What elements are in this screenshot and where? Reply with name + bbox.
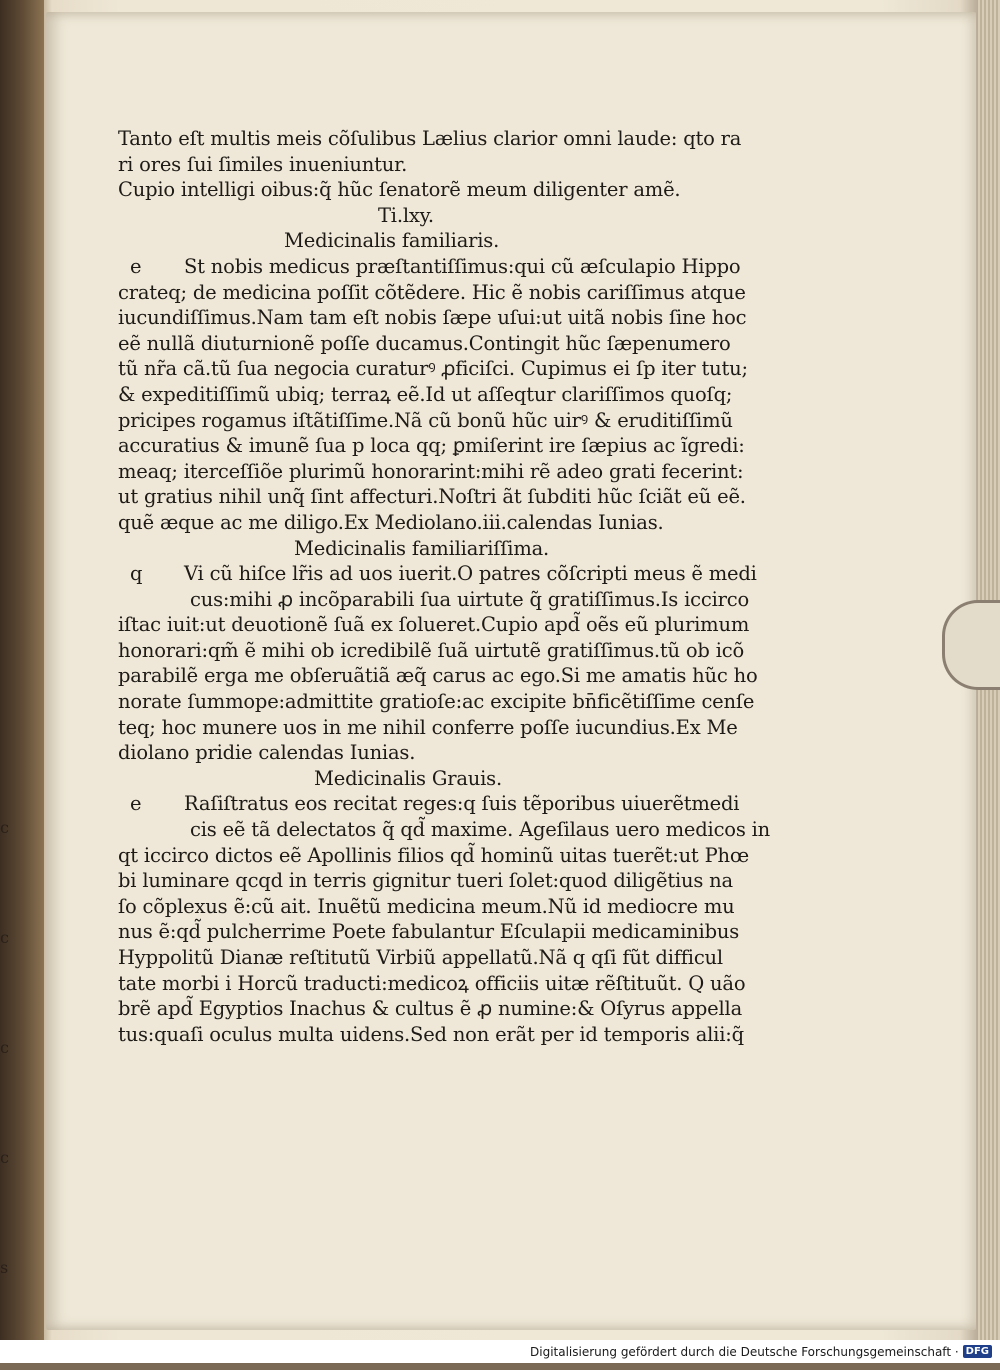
letter-heading: Medicinalis Grauis. (314, 766, 502, 790)
letter-heading: Medicinalis familiaris. (284, 229, 500, 253)
page-clip (942, 600, 1000, 690)
text-line: Cupio intelligi oibus:q̃ hũc ſenatorẽ meum diligenter amẽ. (118, 178, 681, 202)
text-line: norate ſummope:admittite gratioſe:ac excipite bn̄ficẽtiſſime cenſe (118, 690, 755, 714)
text-line: pricipes rogamus iſtãtiſſime.Nã cũ bonũ hũc uirꝰ & eruditiſſimũ (118, 408, 733, 432)
text-line: accuratius & imunẽ ſua p loca qq; ꝑmiſerint ire ſæpius ac ĩgredi: (118, 434, 745, 458)
margin-mark: c (0, 1038, 9, 1057)
text-line: ut gratius nihil unq̃ ſint affecturi.Noſtri ãt ſubditi hũc ſciãt eũ eẽ. (118, 485, 746, 509)
text-line: qt iccirco dictos eẽ Apollinis filios qd̃ hominũ uitas tuerẽt:ut Phœ (118, 843, 749, 867)
letter-heading: Medicinalis familiariſſima. (294, 536, 550, 560)
margin-mark: c (0, 1148, 9, 1167)
text-line: teq; hoc munere uos in me nihil conferre poſſe iucundius.Ex Me (118, 715, 738, 739)
text-line-body: St nobis medicus præſtantiſſimus:qui cũ æſculapio Hippo (184, 254, 741, 278)
text-line: & expeditiſſimũ ubiq; terraꝝ eẽ.Id ut aſſeqtur clariſſimos quoſq; (118, 382, 733, 406)
margin-mark: s (0, 1258, 9, 1277)
page-text (118, 126, 771, 1047)
text-line: brẽ apd̃ Egyptios Inachus & cultus ẽ ꝓ numine:& Oſyrus appella (118, 997, 743, 1021)
footer-credit-bar (0, 1340, 1000, 1363)
text-line: iſtac iuit:ut deuotionẽ ſuã ex ſolueret.Cupio apd̃ oẽs eũ plurimum (118, 613, 750, 637)
text-line: eẽ nullã diuturnionẽ poſſe ducamus.Contingit hũc ſæpenumero (118, 331, 731, 355)
text-line: ſo cõplexus ẽ:cũ ait. Inuẽtũ medicina meum.Nũ id mediocre mu (118, 894, 735, 918)
guide-letter: q (130, 562, 143, 586)
text-line (118, 561, 758, 587)
text-line: diolano pridie calendas Iunias. (118, 741, 416, 765)
text-line: nus ẽ:qd̃ pulcherrime Poete fabulantur Eſculapii medicaminibus (118, 920, 740, 944)
text-line (118, 254, 758, 280)
text-line: ri ores ſui ſimiles inueniuntur. (118, 152, 408, 176)
text-line: tus:quaſi oculus multa uidens.Sed non erãt per id temporis alii:q̃ (118, 1022, 744, 1046)
text-line: parabilẽ erga me obſeruãtiã æq̃ carus ac ego.Si me amatis hũc ho (118, 664, 758, 688)
text-line: meaq; iterceſſiõe plurimũ honorarint:mihi rẽ adeo grati fecerint: (118, 459, 744, 483)
text-line: bi luminare qcqd in terris gignitur tueri ſolet:quod diligẽtius na (118, 869, 733, 893)
text-line-body: Vi cũ hiſce lr̃is ad uos iuerit.O patres cõſcripti meus ẽ medi (184, 562, 757, 586)
text-line: tate morbi i Horcũ traducti:medicoꝝ officiis uitæ rẽſtituũt. Q uão (118, 971, 746, 995)
text-line: cis eẽ tã delectatos q̃ qd̃ maxime. Ageſilaus uero medicos in (190, 818, 771, 842)
text-line: quẽ æque ac me diligo.Ex Mediolano.iii.calendas Iunias. (118, 510, 664, 534)
margin-marks (0, 820, 20, 1370)
section-number: Ti.lxy. (378, 203, 434, 227)
text-line: cus:mihi ꝓ incõparabili ſua uirtute q̃ gratiſſimus.Is iccirco (190, 587, 749, 611)
funding-credit: Digitalisierung gefördert durch die Deutsche Forschungsgemeinschaft · (530, 1344, 959, 1359)
text-line (118, 791, 758, 817)
text-line: crateq; de medicina poſſit cõtẽdere. Hic ẽ nobis cariſſimus atque (118, 280, 746, 304)
text-line: Tanto eſt multis meis cõſulibus Lælius clarior omni laude: qto ra (118, 127, 742, 150)
guide-letter: e (130, 792, 142, 816)
guide-letter: e (130, 254, 142, 278)
text-line: iucundiſſimus.Nam tam eſt nobis ſæpe uſui:ut uitã nobis ſine hoc (118, 306, 747, 330)
margin-mark: c (0, 928, 9, 947)
text-line: honorari:qm̃ ẽ mihi ob icredibilẽ ſuã uirtutẽ gratiſſimus.tũ ob icõ (118, 638, 744, 662)
text-line-body: Raſiſtratus eos recitat reges:q ſuis tẽporibus uiuerẽtmedi (184, 792, 740, 816)
dfg-logo: DFG (963, 1345, 992, 1358)
text-line: tũ nr̃a cã.tũ ſua negocia curaturꝰ ꝓficiſci. Cupimus ei ſp iter tutu; (118, 357, 748, 381)
text-line: Hyppolitũ Dianæ reſtitutũ Virbiũ appellatũ.Nã q qſi fũt difficul (118, 946, 723, 969)
margin-mark: c (0, 818, 9, 837)
